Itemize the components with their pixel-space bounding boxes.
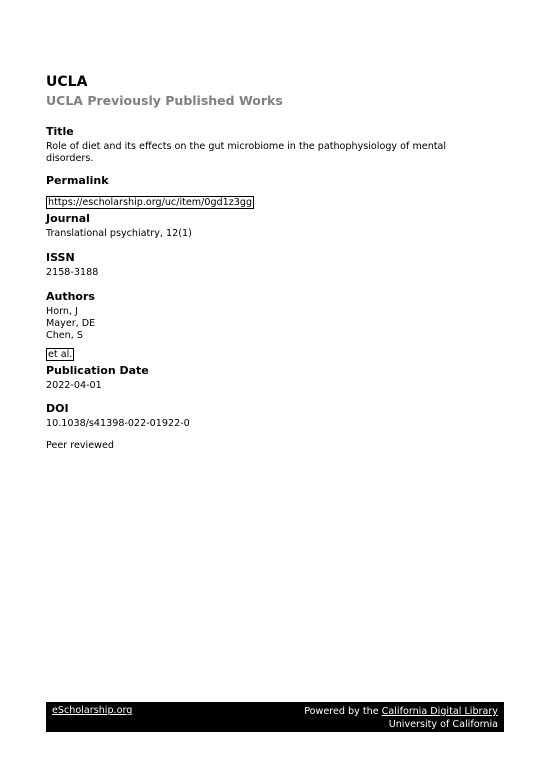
issn-value: 2158-3188 [46, 267, 99, 278]
author-name: Chen, S [46, 330, 83, 341]
footer-credits [304, 705, 498, 731]
doi-label: DOI [46, 402, 69, 415]
organization-name: UCLA [46, 74, 88, 90]
authors-section [46, 290, 95, 361]
escholarship-link[interactable]: eScholarship.org [52, 705, 133, 716]
university-name: University of California [388, 719, 498, 730]
doi-value: 10.1038/s41398-022-01922-0 [46, 418, 190, 429]
more-authors-link[interactable]: et al. [48, 349, 73, 360]
author-name: Horn, J [46, 306, 78, 317]
article-title: Role of diet and its effects on the gut microbiome in the pathophysiology of mental disorders. [46, 141, 447, 164]
journal-value: Translational psychiatry, 12(1) [46, 228, 192, 239]
doi-section [46, 402, 190, 430]
cdl-link[interactable]: California Digital Library [381, 706, 498, 717]
title-label: Title [46, 125, 74, 138]
authors-label: Authors [46, 290, 95, 303]
journal-label: Journal [46, 212, 90, 225]
permalink-label: Permalink [46, 174, 109, 187]
publication-date-value: 2022-04-01 [46, 380, 102, 391]
issn-label: ISSN [46, 251, 75, 264]
issn-section [46, 251, 98, 279]
peer-review-status: Peer reviewed [46, 440, 114, 451]
journal-section [46, 212, 192, 240]
footer-bar [46, 702, 504, 732]
permalink-section [46, 174, 254, 209]
title-section [46, 125, 486, 165]
publication-date-label: Publication Date [46, 364, 149, 377]
series-name: UCLA Previously Published Works [46, 93, 283, 108]
powered-by-text: Powered by the [304, 706, 382, 717]
author-name: Mayer, DE [46, 318, 96, 329]
permalink-link[interactable]: https://escholarship.org/uc/item/0gd1z3gg [48, 197, 253, 208]
publication-date-section [46, 364, 149, 392]
